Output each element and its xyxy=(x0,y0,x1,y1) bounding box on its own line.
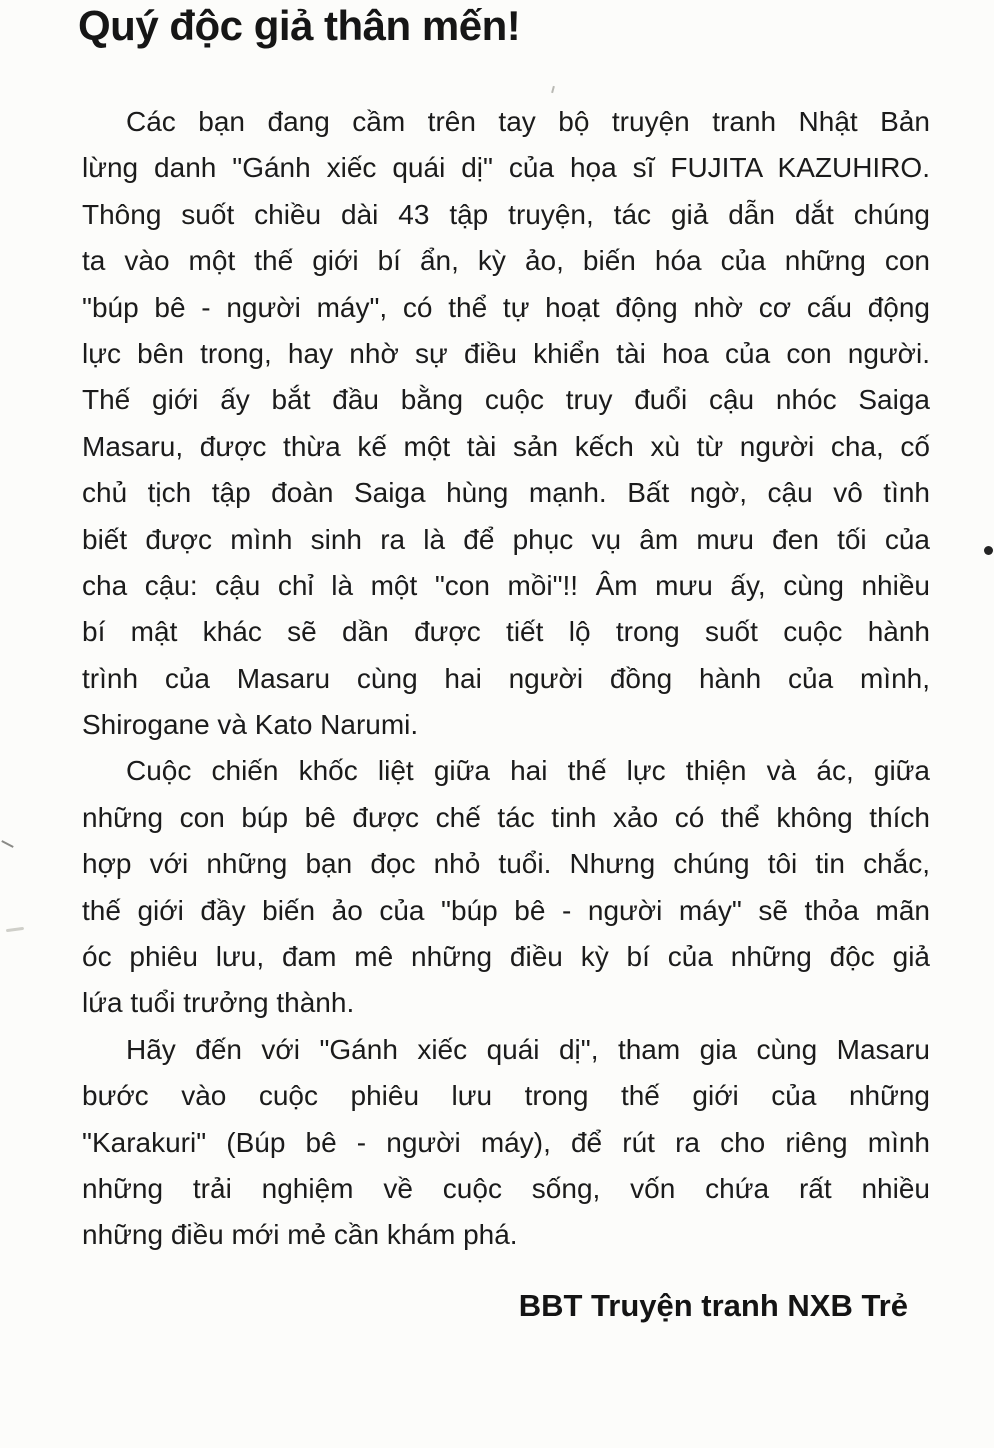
text-line: chủ tịch tập đoàn Saiga hùng mạnh. Bất ngờ, cậu vô tình xyxy=(82,477,930,509)
text-line: bí mật khác sẽ dần được tiết lộ trong suốt cuộc hành xyxy=(82,616,930,648)
text-line: lực bên trong, hay nhờ sự điều khiển tài hoa của con người. xyxy=(82,337,930,369)
text-line: những điều mới mẻ cần khám phá. xyxy=(82,1219,518,1251)
text-line: lứa tuổi trưởng thành. xyxy=(82,987,355,1019)
text-line: Thông suốt chiều dài 43 tập truyện, tác giả dẫn dắt chúng xyxy=(82,198,930,230)
text-line: Masaru, được thừa kế một tài sản kếch xù từ người cha, cố xyxy=(82,430,930,462)
scan-artifact-smudge xyxy=(6,927,24,932)
letter-body xyxy=(82,99,930,1259)
text-line: bước vào cuộc phiêu lưu trong thế giới của những xyxy=(82,1080,930,1112)
text-line: những trải nghiệm về cuộc sống, vốn chứa rất nhiều xyxy=(82,1172,930,1204)
text-line: "Karakuri" (Búp bê - người máy), để rút ra cho riêng mình xyxy=(82,1126,930,1158)
page-title: Quý độc giả thân mến! xyxy=(78,2,521,49)
text-line: thế giới đầy biến ảo của "búp bê - người máy" sẽ thỏa mãn xyxy=(82,894,930,926)
scan-artifact-dot xyxy=(984,546,993,555)
text-line: cha cậu: cậu chỉ là một "con mồi"!! Âm mưu ấy, cùng nhiều xyxy=(82,569,930,601)
text-line: ta vào một thế giới bí ẩn, kỳ ảo, biến hóa của những con xyxy=(82,245,930,277)
text-line: Các bạn đang cầm trên tay bộ truyện tranh Nhật Bản xyxy=(126,106,930,137)
scan-artifact-tick xyxy=(1,840,13,848)
text-line: trình của Masaru cùng hai người đồng hành của mình, xyxy=(82,662,930,694)
text-line: "búp bê - người máy", có thể tự hoạt động nhờ cơ cấu động xyxy=(82,291,930,323)
text-line: những con búp bê được chế tác tinh xảo có thể không thích xyxy=(82,801,930,833)
text-line: Thế giới ấy bắt đầu bằng cuộc truy đuổi cậu nhóc Saiga xyxy=(82,384,930,416)
text-line: Shirogane và Kato Narumi. xyxy=(82,709,419,741)
signature: BBT Truyện tranh NXB Trẻ xyxy=(518,1288,908,1323)
text-line: Cuộc chiến khốc liệt giữa hai thế lực thiện và ác, giữa xyxy=(126,755,930,787)
text-line: biết được mình sinh ra là để phục vụ âm mưu đen tối của xyxy=(82,523,930,555)
text-line: lừng danh "Gánh xiếc quái dị" của họa sĩ FUJITA KAZUHIRO. xyxy=(82,152,930,184)
text-line: óc phiêu lưu, đam mê những điều kỳ bí của những độc giả xyxy=(82,941,930,973)
text-line: hợp với những bạn đọc nhỏ tuổi. Nhưng chúng tôi tin chắc, xyxy=(82,848,930,880)
text-line: Hãy đến với "Gánh xiếc quái dị", tham gia cùng Masaru xyxy=(126,1033,930,1065)
scan-artifact-small-tick xyxy=(551,86,555,93)
